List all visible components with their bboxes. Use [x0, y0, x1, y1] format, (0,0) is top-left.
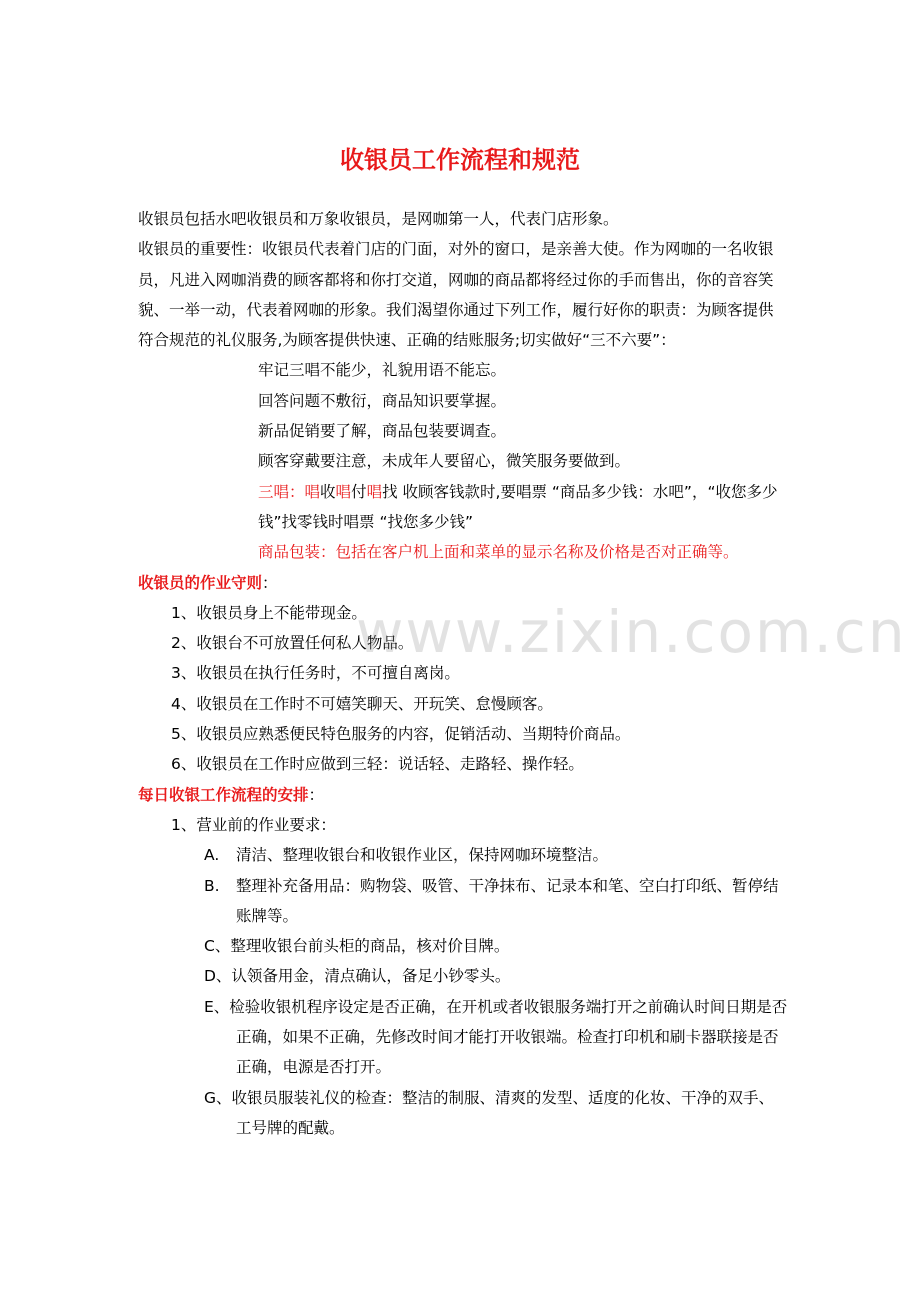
sing-1-object: 收: [320, 482, 336, 501]
verse-line-3: 新品促销要了解，商品包装要调查。: [258, 422, 507, 441]
step-1: 1、营业前的作业要求：: [171, 815, 336, 834]
daily-heading-colon: ：: [308, 785, 325, 804]
sub-item-a-text: 清洁、整理收银台和收银作业区，保持网咖环境整洁。: [236, 846, 609, 865]
sub-item-b-marker: B.: [204, 876, 220, 895]
importance-paragraph: 收银员的重要性：收银员代表着门店的门面，对外的窗口，是亲善大使。作为网咖的一名收银员，凡进入网咖消费的顾客都将和你打交道，网咖的商品都将经过你的手而售出，你的音容笑貌、一举一动，代表着网咖的形象。我们渴望你通过下列工作，履行好你的职责：为顾客提供符合规范的礼仪服务,为顾客提供快速、正确的结账服务;切实做好“三不六要”：: [138, 240, 774, 350]
sing-3-verb: 唱: [366, 482, 383, 501]
sub-item-c: C、整理收银台前头柜的商品，核对价目牌。: [204, 937, 510, 956]
sub-item-g: G、收银员服装礼仪的检查：整洁的制服、清爽的发型、适度的化妆、干净的双手、工号牌的配戴。: [204, 1088, 775, 1137]
sub-item-a: [138, 840, 788, 870]
sub-item-d: D、认领备用金，清点确认，备足小钞零头。: [204, 967, 511, 986]
watermark: www.zixin.com.cn: [356, 598, 907, 666]
verse-line-4: 顾客穿戴要注意，未成年人要留心，微笑服务要做到。: [258, 452, 631, 471]
three-sing-label: 三唱：: [258, 482, 305, 501]
rules-heading-colon: ：: [262, 573, 278, 592]
sing-2-object: 付: [351, 482, 367, 501]
sub-item-a-marker: A.: [204, 846, 220, 865]
daily-heading: 每日收银工作流程的安排: [138, 785, 309, 804]
sing-2-verb: 唱: [335, 482, 352, 501]
sub-item-e: E、检验收银机程序设定是否正确，在开机或者收银服务端打开之前确认时间日期是否正确，如果不正确，先修改时间才能打开收银端。检查打印机和刷卡器联接是否正确，电源是否打开。: [204, 997, 788, 1077]
sing-1-verb: 唱: [304, 482, 321, 501]
rule-item-4: 4、收银员在工作时不可嬉笑聊天、开玩笑、怠慢顾客。: [171, 694, 553, 713]
sub-item-b: [138, 871, 788, 932]
three-sing-paragraph: [138, 477, 788, 538]
rules-heading: 收银员的作业守则: [138, 573, 263, 592]
rule-item-5: 5、收银员应熟悉便民特色服务的内容，促销活动、当期特价商品。: [171, 725, 631, 744]
rule-item-1: 1、收银员身上不能带现金。: [171, 603, 367, 622]
rule-item-6: 6、收银员在工作时应做到三轻：说话轻、走路轻、操作轻。: [171, 755, 584, 774]
sub-item-b-text: 整理补充备用品：购物袋、吸管、干净抹布、记录本和笔、空白打印纸、暂停结账牌等。: [236, 876, 779, 925]
three-sing-text: 收顾客钱款时,要唱票 “商品多少钱：水吧”，“收您多少钱”找零钱时唱票 “找您多少钱”: [258, 482, 778, 531]
verse-line-1: 牢记三唱不能少，礼貌用语不能忘。: [258, 361, 507, 380]
daily-heading-line: [138, 780, 788, 810]
rule-item-2: 2、收银台不可放置任何私人物品。: [171, 634, 414, 653]
intro-paragraph: 收银员包括水吧收银员和万象收银员，是网咖第一人，代表门店形象。: [138, 210, 619, 228]
document-body: [138, 204, 788, 1143]
packaging-note: 商品包装：包括在客户机上面和菜单的显示名称及价格是否对正确等。: [258, 543, 739, 562]
rule-item-3: 3、收银员在执行任务时，不可擅自离岗。: [171, 664, 460, 683]
sing-3-object: 找: [382, 482, 398, 501]
document-title: 收银员工作流程和规范: [340, 146, 580, 174]
verse-line-2: 回答问题不敷衍，商品知识要掌握。: [258, 391, 507, 410]
rules-heading-line: [138, 568, 788, 598]
